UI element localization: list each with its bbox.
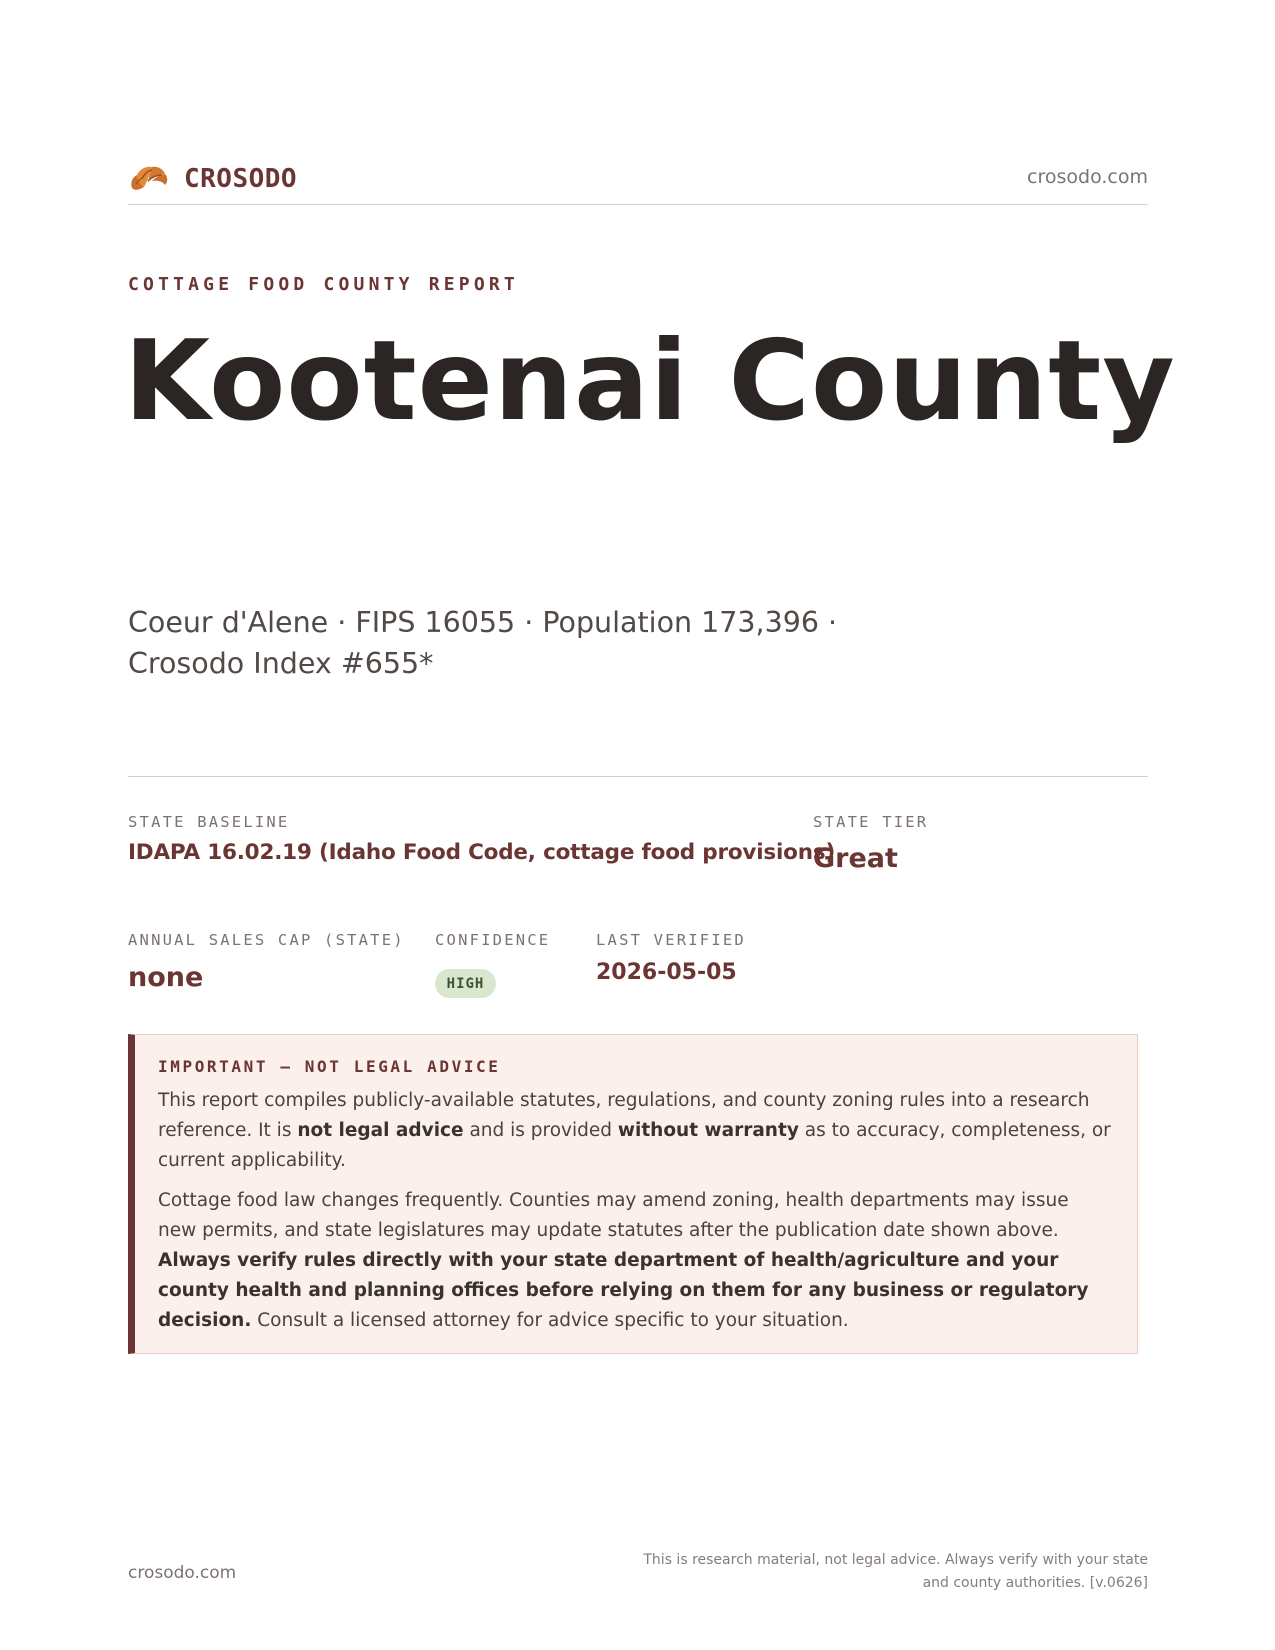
notice-heading: IMPORTANT — NOT LEGAL ADVICE: [158, 1057, 501, 1076]
report-eyebrow: COTTAGE FOOD COUNTY REPORT: [128, 274, 519, 295]
sales-cap-label: ANNUAL SALES CAP (STATE): [128, 931, 405, 949]
notice-paragraph-1: [158, 1086, 1111, 1176]
brand[interactable]: [128, 160, 297, 198]
footer-disclaimer-line-2: and county authorities. [v.0626]: [922, 1575, 1148, 1591]
state-baseline-value: IDAPA 16.02.19 (Idaho Food Code, cottage food provisions): [128, 840, 836, 865]
notice-paragraph-2: [158, 1186, 1111, 1336]
page-title: Kootenai County: [124, 317, 1176, 446]
notice-text: and is provided: [463, 1120, 618, 1141]
sales-cap-value: none: [128, 962, 204, 993]
notice-text: Cottage food law changes frequently. Counties may amend zoning, health departments may issue new permits, and state legislatures may update statutes after the publication date shown above.: [158, 1190, 1069, 1241]
state-baseline-label: STATE BASELINE: [128, 813, 290, 831]
footer-disclaimer-line-1: This is research material, not legal advice. Always verify with your state: [643, 1552, 1148, 1568]
notice-text: as to accuracy, completeness, or current applicability.: [158, 1120, 1111, 1171]
brand-name: CROSODO: [184, 164, 298, 194]
confidence-badge: HIGH: [435, 969, 496, 998]
croissant-icon: [128, 160, 170, 198]
page-header: [128, 158, 1148, 205]
notice-emphasis: without warranty: [617, 1120, 799, 1141]
notice-text: This report compiles publicly-available statutes, regulations, and county zoning rules into a research reference. It is: [158, 1090, 1090, 1141]
state-tier-value: Great: [813, 843, 898, 874]
section-divider: [128, 776, 1148, 777]
confidence-label: CONFIDENCE: [435, 931, 551, 949]
site-link[interactable]: crosodo.com: [1027, 166, 1148, 188]
last-verified-label: LAST VERIFIED: [596, 931, 746, 949]
notice-text: Consult a licensed attorney for advice specific to your situation.: [251, 1310, 849, 1331]
footer-disclaimer: [608, 1549, 1148, 1595]
report-page: [124, 0, 1176, 1650]
legal-notice: [128, 1034, 1138, 1354]
notice-emphasis: not legal advice: [297, 1120, 464, 1141]
notice-emphasis: Always verify rules directly with your state department of health/agriculture and your county health and planning offices before relying on them for any business or regulatory decision.: [158, 1250, 1089, 1331]
footer-site-link[interactable]: crosodo.com: [128, 1563, 237, 1583]
last-verified-value: 2026-05-05: [596, 960, 737, 985]
county-subtitle: Coeur d'Alene · FIPS 16055 · Population 173,396 · Crosodo Index #655*: [128, 606, 838, 680]
state-tier-label: STATE TIER: [813, 813, 929, 831]
